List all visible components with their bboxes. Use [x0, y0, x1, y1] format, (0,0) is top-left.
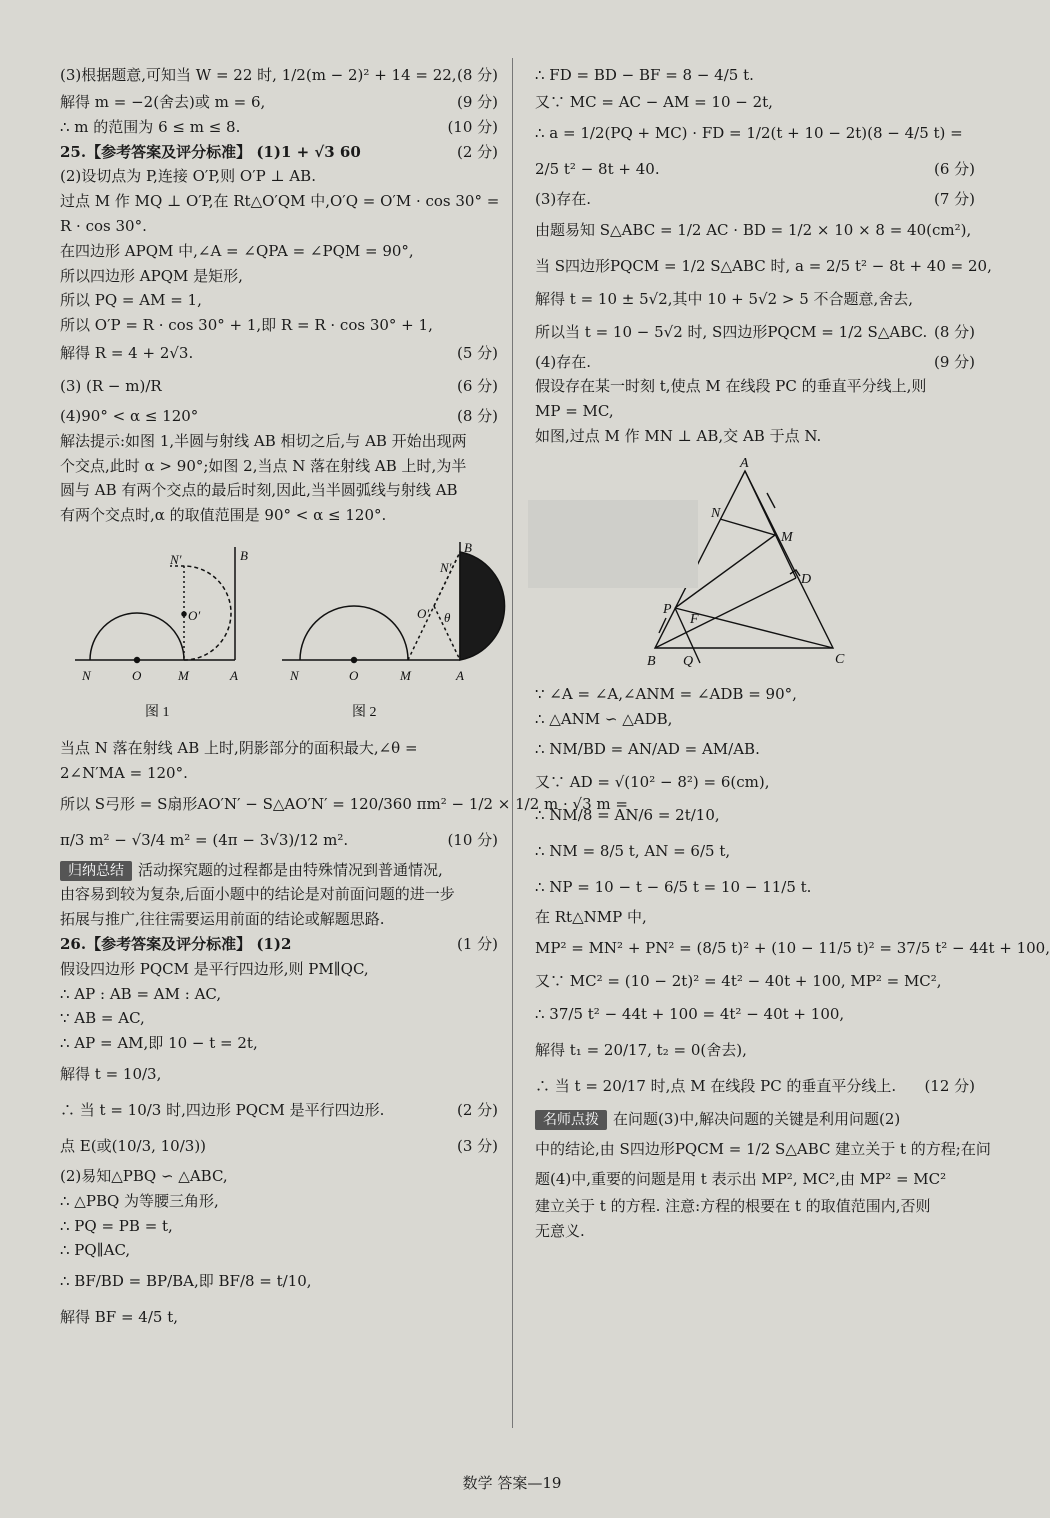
label-o-prime: O′: [417, 605, 430, 621]
label-b: B: [240, 547, 248, 563]
label-f: F: [690, 611, 699, 627]
text-line: 又∵ MC = AC − AM = 10 − 2t,: [535, 93, 773, 111]
text-line: R · cos 30°.: [60, 216, 147, 235]
label-a: A: [456, 667, 464, 683]
label-m: M: [178, 667, 189, 683]
text-line: (3)根据题意,可知当 W = 22 时, 1/2(m − 2)² + 14 = 22, (8 分): [60, 66, 498, 84]
text-line: 解得 t = 10/3,: [60, 1064, 162, 1083]
text-line: (4)存在. (9 分): [535, 352, 975, 371]
right-column: [535, 60, 1050, 1244]
text-line: ∵ ∠A = ∠A,∠ANM = ∠ADB = 90°,: [535, 684, 797, 703]
text-line: 解得 m = −2(舍去)或 m = 6, (9 分): [60, 93, 498, 111]
text-line: 无意义.: [535, 1221, 585, 1240]
text-line: ∴ 当 t = 10/3 时,四边形 PQCM 是平行四边形. (2 分): [60, 1100, 498, 1119]
page-footer: 数学 答案—19: [462, 1474, 562, 1492]
label-a: A: [740, 455, 749, 471]
text-line: ∴ NM/BD = AN/AD = AM/AB.: [535, 740, 760, 759]
text-line: MP² = MN² + PN² = (8/5 t)² + (10 − 11/5 t)² = 37/5 t² − 44t + 100,: [535, 939, 1050, 958]
text-line: 所以 PQ = AM = 1,: [60, 291, 202, 310]
text-line: 解得 t = 10 ± 5√2,其中 10 + 5√2 > 5 不合题意,舍去,: [535, 289, 914, 308]
text-line: 2/5 t² − 8t + 40. (6 分): [535, 159, 975, 178]
text-line: 所以 O′P = R · cos 30° + 1,即 R = R · cos 30° + 1,: [60, 316, 433, 335]
label-p: P: [663, 601, 672, 617]
label-theta: θ: [444, 609, 451, 625]
text-line: 有两个交点时,α 的取值范围是 90° < α ≤ 120°.: [60, 506, 387, 525]
text-line: ∴ △ANM ∽ △ADB,: [535, 709, 673, 728]
text-line: (3)存在. (7 分): [535, 189, 975, 208]
label-b: B: [647, 653, 656, 669]
figure-1: [75, 547, 235, 663]
text-line: 解法提示:如图 1,半圆与射线 AB 相切之后,与 AB 开始出现两: [60, 431, 467, 450]
label-n: N: [290, 667, 299, 683]
text-line: 圆与 AB 有两个交点的最后时刻,因此,当半圆弧线与射线 AB: [60, 481, 458, 500]
text-line: 由题易知 S△ABC = 1/2 AC · BD = 1/2 × 10 × 8 = 40(cm²),: [535, 220, 972, 239]
text-line: 建立关于 t 的方程. 注意:方程的根要在 t 的取值范围内,否则: [535, 1197, 931, 1216]
text-line: ∴ BF/BD = BP/BA,即 BF/8 = t/10,: [60, 1272, 312, 1291]
label-n: N: [711, 505, 721, 521]
text-line: 题(4)中,重要的问题是用 t 表示出 MP², MC²,由 MP² = MC²: [535, 1170, 947, 1189]
text-line: (2)易知△PBQ ∽ △ABC,: [60, 1166, 228, 1185]
label-b: B: [464, 539, 472, 555]
text-line: 中的结论,由 S四边形PQCM = 1/2 S△ABC 建立关于 t 的方程;在问: [535, 1140, 991, 1159]
question-26-header: 26.【参考答案及评分标准】 (1)2 (1 分): [60, 934, 498, 953]
label-n: N: [82, 667, 91, 683]
summary-tag: 归纳总结: [60, 861, 132, 881]
figure-1-caption: 图 1: [145, 704, 170, 720]
text-line: 解得 R = 4 + 2√3. (5 分): [60, 343, 498, 362]
column-divider: [512, 58, 513, 1428]
text-line: 又∵ MC² = (10 − 2t)² = 4t² − 40t + 100, MP² = MC²,: [535, 972, 942, 991]
text-line: ∴ 当 t = 20/17 时,点 M 在线段 PC 的垂直平分线上. (12 分): [535, 1077, 975, 1096]
text-line: ∴ NP = 10 − t − 6/5 t = 10 − 11/5 t.: [535, 878, 812, 897]
label-n-prime: N′: [440, 559, 452, 575]
label-c: C: [835, 651, 845, 667]
figures-1-2: [60, 532, 498, 732]
text-line: ∴ PQ∥AC,: [60, 1241, 131, 1260]
text-line: 如图,过点 M 作 MN ⊥ AB,交 AB 于点 N.: [535, 426, 822, 445]
text-line: MP = MC,: [535, 402, 614, 421]
text-line: ∴ NM = 8/5 t, AN = 6/5 t,: [535, 842, 731, 861]
text-line: 由容易到较为复杂,后面小题中的结论是对前面问题的进一步: [60, 885, 455, 904]
blank-patch: [528, 500, 698, 588]
text-line: π/3 m² − √3/4 m² = (4π − 3√3)/12 m². (10 分): [60, 830, 498, 849]
text-line: 2∠N′MA = 120°.: [60, 763, 188, 782]
text-line: 解得 BF = 4/5 t,: [60, 1308, 179, 1327]
label-m: M: [400, 667, 411, 683]
text-line: 假设存在某一时刻 t,使点 M 在线段 PC 的垂直平分线上,则: [535, 377, 927, 396]
text-line: ∴ AP = AM,即 10 − t = 2t,: [60, 1034, 258, 1053]
text-line: 在 Rt△NMP 中,: [535, 908, 647, 927]
label-a: A: [230, 667, 238, 683]
label-o: O: [132, 667, 142, 683]
text-line: 所以当 t = 10 − 5√2 时, S四边形PQCM = 1/2 S△ABC. (8 分): [535, 322, 975, 341]
text-line: 当点 N 落在射线 AB 上时,阴影部分的面积最大,∠θ =: [60, 738, 418, 757]
summary-box: 归纳总结 活动探究题的过程都是由特殊情况到普通情况,: [60, 858, 498, 883]
figure-2-caption: 图 2: [352, 704, 377, 720]
text-line: ∴ PQ = PB = t,: [60, 1216, 173, 1235]
text-line: 解得 t₁ = 20/17, t₂ = 0(舍去),: [535, 1041, 747, 1060]
text-line: (3) (R − m)/R (6 分): [60, 376, 498, 395]
text-line: ∴ m 的范围为 6 ≤ m ≤ 8. (10 分): [60, 117, 498, 136]
text-line: ∴ △PBQ 为等腰三角形,: [60, 1191, 219, 1210]
text-line: (2)设切点为 P,连接 O′P,则 O′P ⊥ AB.: [60, 167, 316, 186]
label-q: Q: [683, 653, 694, 669]
figure-2: [282, 539, 505, 663]
text-line: 所以四边形 APQM 是矩形,: [60, 266, 243, 285]
text-line: ∴ 37/5 t² − 44t + 100 = 4t² − 40t + 100,: [535, 1005, 845, 1024]
label-n-prime: N′: [170, 551, 182, 567]
tip-tag: 名师点拨: [535, 1110, 607, 1130]
text-line: 个交点,此时 α > 90°;如图 2,当点 N 落在射线 AB 上时,为半: [60, 456, 467, 475]
label-m: M: [781, 529, 793, 545]
text-line: 过点 M 作 MQ ⊥ O′P,在 Rt△O′QM 中,O′Q = O′M · cos 30° =: [60, 192, 500, 211]
text-line: 假设四边形 PQCM 是平行四边形,则 PM∥QC,: [60, 959, 369, 978]
label-o-prime: O′: [188, 607, 201, 623]
label-o: O: [349, 667, 359, 683]
text-line: ∴ NM/8 = AN/6 = 2t/10,: [535, 806, 720, 825]
question-25-header: 25.【参考答案及评分标准】 (1)1 + √3 60 (2 分): [60, 142, 498, 161]
label-d: D: [801, 571, 812, 587]
text-line: 所以 S弓形 = S扇形AO′N′ − S△AO′N′ = 120/360 πm² − 1/2 × 1/2 m · √3 m =: [60, 794, 628, 813]
text-line: ∴ a = 1/2(PQ + MC) · FD = 1/2(t + 10 − 2t)(8 − 4/5 t) =: [535, 123, 963, 142]
text-line: ∴ AP : AB = AM : AC,: [60, 984, 222, 1003]
text-line: 点 E(或(10/3, 10/3)) (3 分): [60, 1136, 498, 1155]
text-line: 在四边形 APQM 中,∠A = ∠QPA = ∠PQM = 90°,: [60, 241, 414, 260]
text-line: 当 S四边形PQCM = 1/2 S△ABC 时, a = 2/5 t² − 8t + 40 = 20,: [535, 256, 992, 275]
semicircle-figures: [60, 532, 498, 732]
text-line: 拓展与推广,往往需要运用前面的结论或解题思路.: [60, 910, 385, 929]
text-line: (4)90° < α ≤ 120° (8 分): [60, 406, 498, 425]
text-line: ∵ AB = AC,: [60, 1009, 145, 1028]
text-line: 又∵ AD = √(10² − 8²) = 6(cm),: [535, 773, 770, 792]
text-line: ∴ FD = BD − BF = 8 − 4/5 t.: [535, 66, 754, 84]
tip-box: 名师点拨 在问题(3)中,解决问题的关键是利用问题(2): [535, 1104, 975, 1134]
